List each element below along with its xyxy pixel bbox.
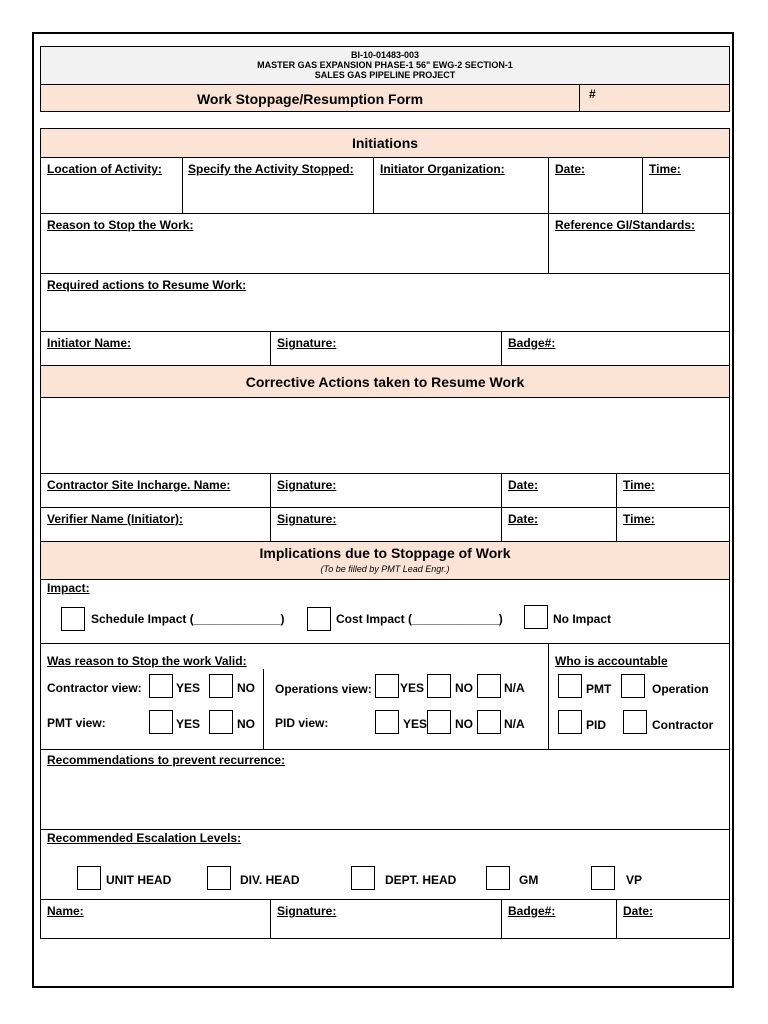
operations-na-label: N/A <box>504 681 525 695</box>
footer-name-label: Name: <box>47 904 84 918</box>
accountable-pid-checkbox[interactable] <box>558 710 582 734</box>
operations-no-checkbox[interactable] <box>427 674 451 698</box>
divider <box>41 579 729 580</box>
initiator-name-label: Initiator Name: <box>47 336 132 350</box>
contractor-time-label: Time: <box>623 478 655 492</box>
divider <box>548 157 549 273</box>
footer-signature-label: Signature: <box>277 904 337 918</box>
contractor-no-checkbox[interactable] <box>209 674 233 698</box>
location-label: Location of Activity: <box>47 162 162 176</box>
pid-na-checkbox[interactable] <box>477 710 501 734</box>
escalation-vp-checkbox[interactable] <box>591 866 615 890</box>
pmt-no-checkbox[interactable] <box>209 710 233 734</box>
recommendations-label: Recommendations to prevent recurrence: <box>47 753 286 767</box>
accountable-pmt-label: PMT <box>586 682 612 696</box>
divider <box>263 669 264 749</box>
reference-label: Reference GI/Standards: <box>555 218 696 232</box>
escalation-unit-head-label: UNIT HEAD <box>106 873 172 887</box>
pid-no-checkbox[interactable] <box>427 710 451 734</box>
cost-impact-label: Cost Impact (_____________) <box>336 612 503 626</box>
initiator-signature-label: Signature: <box>277 336 337 350</box>
valid-question-label: Was reason to Stop the work Valid: <box>47 654 247 668</box>
document-header <box>40 46 730 85</box>
divider <box>616 899 617 939</box>
verifier-name-label: Verifier Name (Initiator): <box>47 512 184 526</box>
divider <box>41 829 729 830</box>
contractor-no-label: NO <box>237 681 255 695</box>
divider <box>270 331 271 365</box>
escalation-div-head-label: DIV. HEAD <box>240 873 300 887</box>
divider <box>41 273 729 274</box>
impact-label: Impact: <box>47 581 90 595</box>
required-actions-label: Required actions to Resume Work: <box>47 278 247 292</box>
escalation-dept-head-label: DEPT. HEAD <box>385 873 457 887</box>
schedule-impact-label: Schedule Impact (_____________) <box>91 612 285 626</box>
divider <box>41 213 729 214</box>
date-label: Date: <box>555 162 586 176</box>
escalation-gm-checkbox[interactable] <box>486 866 510 890</box>
divider <box>548 643 549 749</box>
divider <box>41 899 729 900</box>
operations-view-label: Operations view: <box>275 682 372 696</box>
accountable-label: Who is accountable <box>555 654 668 668</box>
divider <box>270 899 271 939</box>
form-title: Work Stoppage/Resumption Form <box>196 91 424 107</box>
pid-view-label: PID view: <box>275 716 329 730</box>
no-impact-label: No Impact <box>553 612 612 626</box>
divider <box>41 749 729 750</box>
pmt-yes-checkbox[interactable] <box>149 710 173 734</box>
pid-yes-checkbox[interactable] <box>375 710 399 734</box>
pid-na-label: N/A <box>504 717 525 731</box>
corrective-actions-area[interactable] <box>41 398 729 473</box>
escalation-unit-head-checkbox[interactable] <box>77 866 101 890</box>
form-title-bar <box>40 84 730 112</box>
pmt-yes-label: YES <box>176 717 201 731</box>
organization-label: Initiator Organization: <box>380 162 505 176</box>
accountable-contractor-label: Contractor <box>652 718 714 732</box>
pmt-no-label: NO <box>237 717 255 731</box>
divider <box>642 157 643 213</box>
accountable-operation-label: Operation <box>652 682 709 696</box>
implications-heading: Implications due to Stoppage of Work <box>259 545 511 561</box>
implications-heading-bar <box>41 541 729 579</box>
divider <box>579 85 580 112</box>
operations-na-checkbox[interactable] <box>477 674 501 698</box>
escalation-dept-head-checkbox[interactable] <box>351 866 375 890</box>
divider <box>501 899 502 939</box>
activity-label: Specify the Activity Stopped: <box>188 162 354 176</box>
accountable-pid-label: PID <box>586 718 607 732</box>
no-impact-checkbox[interactable] <box>524 605 548 629</box>
contractor-date-label: Date: <box>508 478 539 492</box>
operations-no-label: NO <box>455 681 473 695</box>
escalation-vp-label: VP <box>626 873 643 887</box>
operations-yes-label: YES <box>400 681 425 695</box>
divider <box>41 331 729 332</box>
operations-yes-checkbox[interactable] <box>375 674 399 698</box>
divider <box>41 157 729 158</box>
pid-yes-label: YES <box>403 717 428 731</box>
footer-date-label: Date: <box>623 904 654 918</box>
escalation-div-head-checkbox[interactable] <box>207 866 231 890</box>
accountable-contractor-checkbox[interactable] <box>623 710 647 734</box>
contractor-yes-checkbox[interactable] <box>149 674 173 698</box>
pmt-view-label: PMT view: <box>47 716 106 730</box>
cost-impact-checkbox[interactable] <box>307 607 331 631</box>
initiations-heading-bar <box>41 129 729 157</box>
reason-label: Reason to Stop the Work: <box>47 218 194 232</box>
corrective-heading: Corrective Actions taken to Resume Work <box>245 374 525 390</box>
contractor-name-label: Contractor Site Incharge. Name: <box>47 478 231 492</box>
divider <box>373 157 374 213</box>
divider <box>41 507 729 508</box>
divider <box>501 331 502 365</box>
divider <box>41 643 729 644</box>
contractor-signature-label: Signature: <box>277 478 337 492</box>
accountable-operation-checkbox[interactable] <box>621 674 645 698</box>
verifier-signature-label: Signature: <box>277 512 337 526</box>
initiations-heading: Initiations <box>351 135 419 151</box>
escalation-label: Recommended Escalation Levels: <box>47 831 242 845</box>
footer-badge-label: Badge#: <box>508 904 556 918</box>
pid-no-label: NO <box>455 717 473 731</box>
initiator-badge-label: Badge#: <box>508 336 556 350</box>
form-page <box>32 32 734 988</box>
escalation-gm-label: GM <box>519 873 539 887</box>
implications-subheading: (To be filled by PMT Lead Engr.) <box>320 564 450 574</box>
divider <box>41 473 729 474</box>
main-table <box>40 128 730 939</box>
doc-number: BI-10-01483-003 <box>350 50 420 60</box>
time-label: Time: <box>649 162 681 176</box>
accountable-pmt-checkbox[interactable] <box>558 674 582 698</box>
project-line-1: MASTER GAS EXPANSION PHASE-1 56" EWG-2 SECTION-1 <box>257 60 513 70</box>
schedule-impact-checkbox[interactable] <box>61 607 85 631</box>
contractor-view-label: Contractor view: <box>47 681 142 695</box>
project-line-2: SALES GAS PIPELINE PROJECT <box>314 70 456 80</box>
divider <box>182 157 183 213</box>
form-number-label: # <box>589 87 596 101</box>
contractor-yes-label: YES <box>176 681 201 695</box>
verifier-time-label: Time: <box>623 512 655 526</box>
verifier-date-label: Date: <box>508 512 539 526</box>
corrective-heading-bar <box>41 365 729 397</box>
